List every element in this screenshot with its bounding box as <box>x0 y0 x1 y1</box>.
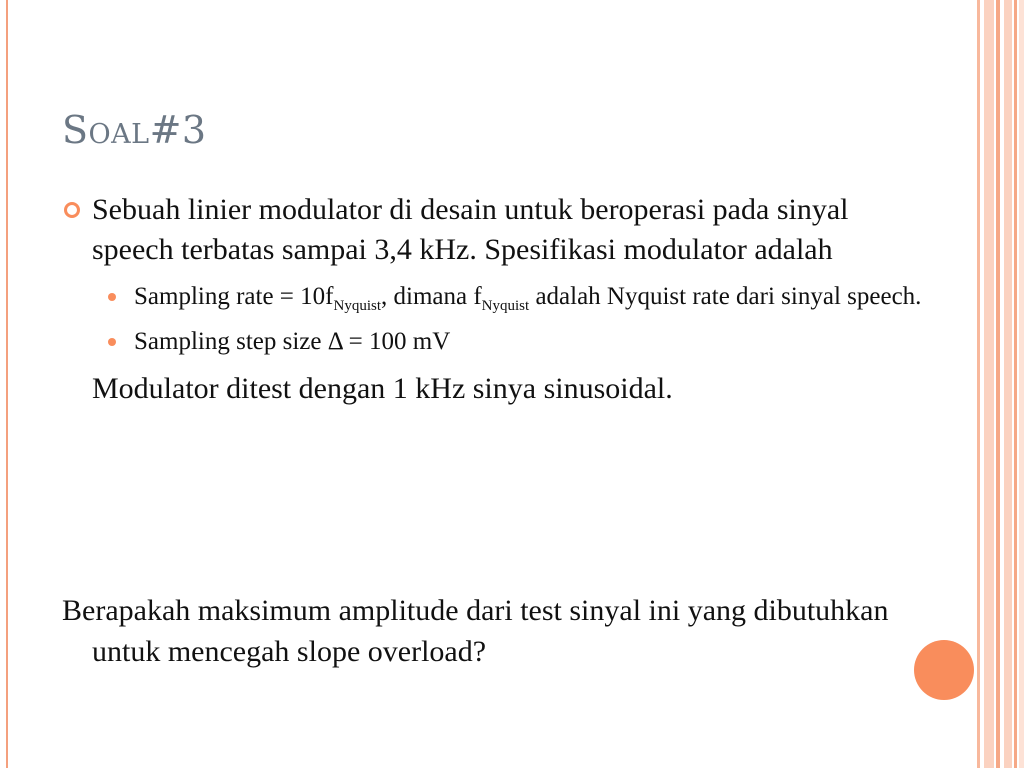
question-paragraph: Berapakah maksimum amplitude dari test sinyal ini yang dibutuhkan untuk mencegah slope overload? <box>62 594 889 668</box>
nyquist-subscript: Nyquist <box>333 298 381 314</box>
sampling-rate-text: Sampling rate = 10f <box>134 283 334 310</box>
dimana-text: , dimana f <box>381 283 482 310</box>
sub-bullet-sampling-rate <box>134 280 922 317</box>
main-bullet-text: Sebuah linier modulator di desain untuk beroperasi pada sinyal speech terbatas sampai 3,4 kHz. Spesifikasi modulator adalah <box>92 193 849 266</box>
ring-bullet-icon <box>64 202 80 218</box>
dot-bullet-icon <box>108 293 116 301</box>
step-size-text: Sampling step size Δ = 100 mV <box>134 328 451 355</box>
slide-content <box>62 190 922 409</box>
right-stripe <box>1014 0 1017 768</box>
left-border-line <box>6 0 8 768</box>
modulator-test-paragraph: Modulator ditest dengan 1 kHz sinya sinusoidal. <box>92 372 673 405</box>
nyquist-subscript: Nyquist <box>481 298 530 314</box>
right-stripe <box>1004 0 1012 768</box>
sub-bullet-list <box>62 280 922 359</box>
dot-bullet-icon <box>108 338 116 346</box>
main-bullet <box>62 190 922 270</box>
sub-bullet-step-size <box>134 325 922 359</box>
right-stripe <box>996 0 1000 768</box>
right-stripe <box>984 0 994 768</box>
right-stripe <box>1019 0 1024 768</box>
nyquist-rate-text: adalah Nyquist rate dari sinyal speech. <box>529 283 922 310</box>
slide-title: Soal#3 <box>62 108 207 152</box>
right-stripe <box>977 0 980 768</box>
